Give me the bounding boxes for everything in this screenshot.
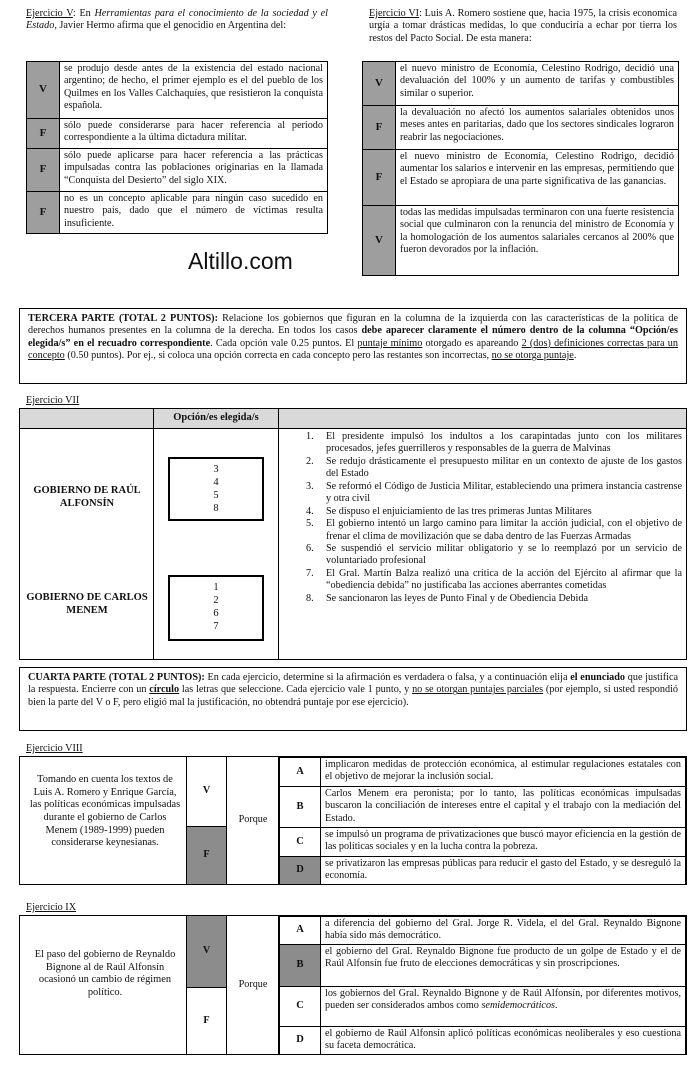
- mark-cell[interactable]: V: [27, 62, 60, 119]
- mark-cell[interactable]: F: [27, 192, 60, 234]
- option-letter[interactable]: A: [280, 917, 321, 945]
- table-row: [27, 119, 328, 149]
- porque-label: Porque: [238, 814, 268, 825]
- option-letter[interactable]: B: [280, 945, 321, 987]
- mark-cell[interactable]: F: [363, 150, 396, 206]
- list-item: 3. Se reformó el Código de Justicia Militar, estableciendo una primera instancia castrense y otra civil: [306, 480, 682, 505]
- mark-cell[interactable]: V: [363, 62, 396, 106]
- ej8-options: [279, 757, 686, 885]
- ej5-heading: Ejercicio V: [26, 8, 73, 19]
- ej6-intro: Ejercicio VI: Luis A. Romero sostiene que, hacia 1975, la crisis economica urgía a tomar drásticas medidas, lo que conduciría a echar por tierra los restos del Pacto Social. De esta manera:: [369, 8, 677, 44]
- table-row: [280, 987, 686, 1027]
- list-item: 7. El Gral. Martín Balza realizó una crítica de la acción del Ejército al afirmar que la “obediencia debida” no justificaba las acciones aberrantes cometidas: [306, 567, 682, 592]
- table-row: [27, 62, 328, 119]
- ej8-table: [19, 756, 687, 885]
- table-row: [363, 62, 679, 106]
- porque-label: Porque: [238, 979, 268, 990]
- ej5-table: [26, 61, 328, 234]
- table-row: [280, 917, 686, 945]
- list-item: 2. Se redujo drásticamente el presupuesto militar en un contexto de ajuste de los gastos del Estado: [306, 455, 682, 480]
- mark-cell[interactable]: V: [363, 206, 396, 276]
- gov-menem-label: GOBIERNO DE CARLOS MENEM: [26, 592, 148, 616]
- option-column-header: Opción/es elegida/s: [173, 412, 259, 423]
- false-option[interactable]: F: [187, 827, 227, 884]
- option-text: a diferencia del gobierno del Gral. Jorge R. Videla, el del Gral. Reynaldo Bignone había sido más democrático.: [321, 917, 686, 945]
- option-number: 5: [213, 490, 219, 501]
- statement-cell: sólo puede considerarse para hacer referencia al periodo correspondiente a la última dictadura militar.: [60, 119, 328, 149]
- ej9-heading: Ejercicio IX: [26, 902, 77, 913]
- ej6-heading: Ejercicio VI: [369, 8, 420, 19]
- true-option[interactable]: V: [187, 916, 227, 988]
- option-text: el gobierno de Raúl Alfonsín aplicó políticas económicas neoliberales y eso cuestiona su faceta democrática.: [321, 1027, 686, 1055]
- statement-cell: sólo puede aplicarse para hacer referencia a las prácticas impulsadas contra las poblaciones originarias en la llamada “Conquista del Desierto” del siglo XIX.: [60, 149, 328, 192]
- ej9-statement: El paso del gobierno de Reynaldo Bignone al de Raúl Alfonsín ocasionó un cambio de régimen político.: [34, 949, 176, 999]
- ej7-header-row: [20, 409, 686, 429]
- menem-option-box[interactable]: [168, 575, 264, 641]
- option-number: 1: [213, 582, 219, 593]
- option-number: 7: [213, 621, 219, 632]
- true-option[interactable]: V: [187, 757, 227, 827]
- list-item: 4. Se dispuso el enjuiciamiento de las tres primeras Juntas Militares: [306, 505, 592, 517]
- option-number: 2: [213, 595, 219, 606]
- table-row: [280, 758, 686, 787]
- table-row: [280, 828, 686, 857]
- option-letter[interactable]: C: [280, 828, 321, 857]
- part3-instructions: TERCERA PARTE (TOTAL 2 PUNTOS): Relacione los gobiernos que figuran en la columna de la izquierda con las características de la política de derechos humanos presentes en la columna de la derecha. En todos los casos debe aparecer claramente el número dentro de la columna “Opción/es elegida/s” en el recuadro correspondiente. Cada opción vale 0.25 puntos. El puntaje mínimo otorgado es apareando 2 (dos) definiciones correctas para un concepto (0.50 puntos). Por ej., si coloca una opción correcta en cada concepto pero las restantes son incorrectas, no se otorga puntaje.: [19, 308, 687, 384]
- table-row: [280, 945, 686, 987]
- option-letter[interactable]: B: [280, 787, 321, 828]
- ej9-options: [279, 916, 686, 1055]
- list-item: 8. Se sancionaron las leyes de Punto Final y de Obediencia Debida: [306, 592, 588, 604]
- table-row: [363, 206, 679, 276]
- list-item: 1. El presidente impulsó los indultos a los carapintadas junto con los militares procesados, jefes guerrilleros y responsables de la guerra de Malvinas: [306, 431, 682, 455]
- ej7-heading: Ejercicio VII: [26, 395, 80, 406]
- ej8-heading: Ejercicio VIII: [26, 743, 83, 754]
- ej6-table: [362, 61, 679, 276]
- option-number: 6: [213, 608, 219, 619]
- statement-cell: el nuevo ministro de Economía, Celestino Rodrigo, decidió aumentar los salarios e intervenir en las empresas, permitiendo que el Estado se apropiara de una parte significativa de las ganancias.: [396, 150, 679, 206]
- gov-alfonsin-label: GOBIERNO DE RAÚL ALFONSÍN: [33, 485, 141, 509]
- mark-cell[interactable]: F: [363, 106, 396, 150]
- option-number: 3: [213, 464, 219, 475]
- option-text: se impulsó un programa de privatizaciones que buscó mayor eficiencia en la gestión de las políticas sociales y en la lucha contra la pobreza.: [321, 828, 686, 857]
- option-text: el gobierno del Gral. Reynaldo Bignone fue producto de un golpe de Estado y el de Raúl Alfonsín fue fruto de elecciones democráticas y sin proscripciones.: [321, 945, 686, 987]
- mark-cell[interactable]: F: [27, 119, 60, 149]
- false-option[interactable]: F: [187, 988, 227, 1054]
- option-text: implicaron medidas de protección económica, al estimular regulaciones estatales con el objetivo de mejorar la inclusión social.: [321, 758, 686, 787]
- statement-cell: se produjo desde antes de la existencia del estado nacional argentino; de hecho, el primer ejemplo es el del pueblo de los Quilmes en los Valles Calchaquíes, que resistieron la conquista española.: [60, 62, 328, 119]
- option-text: se privatizaron las empresas públicas para reducir el gasto del Estado, y se desreguló la economía.: [321, 857, 686, 885]
- option-number: 8: [213, 503, 219, 514]
- option-letter[interactable]: D: [280, 1027, 321, 1055]
- ej9-table: [19, 915, 687, 1055]
- part4-instructions: CUARTA PARTE (TOTAL 2 PUNTOS): En cada ejercicio, determine si la afirmación es verdadera o falsa, y a continuación elija el enunciado que justifica la respuesta. Encierre con un círculo las letras que seleccione. Cada ejercicio vale 1 punto, y no se otorgan puntajes parciales (por ejemplo, si usted respondió bien la parte del V o F, pero eligió mal la justificación, no obtendrá puntaje por ese ejercicio).: [19, 667, 687, 731]
- list-item: 6. Se suspendió el servicio militar obligatorio y se lo reemplazó por un servicio de voluntariado profesional: [306, 542, 682, 567]
- ej8-statement: Tomando en cuenta los textos de Luis A. Romero y Enrique García, las políticas económicas impulsadas durante el gobierno de Carlos Menem (1989-1999) pueden considerarse keynesianas.: [29, 774, 181, 849]
- option-text: Carlos Menem era peronista; por lo tanto, las políticas económicas impulsadas buscaron la conciliación de intereses entre el capital y el trabajo con la mediación del Estado.: [321, 787, 686, 828]
- statement-cell: la devaluación no afectó los aumentos salariales obtenidos unos meses antes en paritarias, dado que los sectores sindicales lograron reabrir las negociaciones.: [396, 106, 679, 150]
- table-row: [363, 106, 679, 150]
- statement-cell: no es un concepto aplicable para ningún caso sucedido en nuestro país, dado que el número de víctimas resulta insuficiente.: [60, 192, 328, 234]
- option-text: los gobiernos del Gral. Reynaldo Bignone y de Raúl Alfonsín, por diferentes motivos, pueden ser considerados ambos como semidemocráticos.: [321, 987, 686, 1027]
- watermark: Altillo.com: [188, 248, 293, 274]
- ej5-intro: Ejercicio V: En Herramientas para el conocimiento de la sociedad y el Estado, Javier Hermo afirma que el genocidio en Argentina del:: [26, 8, 328, 32]
- table-row: [280, 857, 686, 885]
- mark-cell[interactable]: F: [27, 149, 60, 192]
- list-item: 5. El gobierno intentó un largo camino para limitar la acción judicial, con el objetivo de frenar el clima de movilización que se daba dentro de las Fuerzas Armadas: [306, 518, 682, 542]
- option-number: 4: [213, 477, 219, 488]
- table-row: [363, 150, 679, 206]
- alfonsin-option-box[interactable]: [168, 457, 264, 521]
- option-letter[interactable]: D: [280, 857, 321, 885]
- ej7-items-list: [306, 431, 682, 605]
- statement-cell: el nuevo ministro de Economía, Celestino Rodrigo, decidió una devaluación del 100% y un aumento de tarifas y combustibles similar o superior.: [396, 62, 679, 106]
- table-row: [27, 192, 328, 234]
- table-row: [27, 149, 328, 192]
- option-letter[interactable]: A: [280, 758, 321, 787]
- table-row: [280, 787, 686, 828]
- table-row: [280, 1027, 686, 1055]
- option-letter[interactable]: C: [280, 987, 321, 1027]
- statement-cell: todas las medidas impulsadas terminaron con una fuerte resistencia social que culminaron con la renuncia del ministro de Economía y la homologación de los aumentos salariales cercanos al 200% que fueron devorados por la inflación.: [396, 206, 679, 276]
- ej7-table: [19, 408, 687, 660]
